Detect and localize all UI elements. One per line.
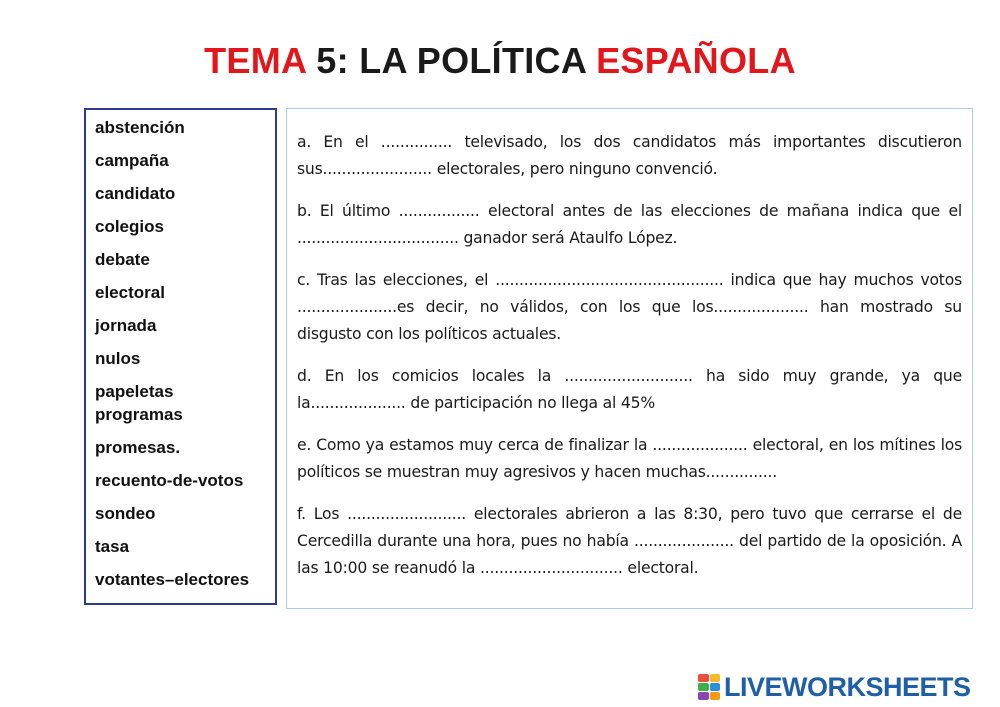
word-bank-item: recuento-de-votos	[95, 471, 244, 490]
sentence-f: f. Los ......................... electorales abrieron a las 8:30, pero tuvo que cerrarse el de Cercedilla durante una hora, pues no había ..................... del partido de la oposición. A las 10:00 se reanudó la .............................. electoral.	[297, 505, 962, 577]
word-bank-item: votantes–electores	[95, 570, 250, 589]
sentence-c: c. Tras las elecciones, el ................................................ indica que hay muchos votos .....................es decir, no válidos, con los que los.................... han mostrado su disgusto con los políticos actuales.	[297, 271, 962, 343]
liveworksheets-logo	[698, 672, 971, 702]
word-bank-item: campaña	[95, 151, 169, 170]
logo-text: LIVEWORKSHEETS	[724, 671, 971, 702]
sentence-d: d. En los comicios locales la ........................... ha sido muy grande, ya que la.................... de participación no llega al 45%	[297, 367, 962, 412]
word-bank-item: debate	[95, 250, 150, 269]
word-bank-item: sondeo	[95, 504, 156, 523]
word-bank	[84, 108, 277, 605]
word-bank-item: candidato	[95, 184, 176, 203]
word-bank-item: jornada	[95, 316, 157, 335]
sentence-e: e. Como ya estamos muy cerca de finalizar la .................... electoral, en los mítines los políticos se muestran muy agresivos y hacen muchas...............	[297, 436, 962, 481]
liveworksheets-logo-icon	[698, 674, 720, 700]
sentence-a: a. En el ............... televisado, los dos candidatos más importantes discutieron sus....................... electorales, pero ninguno convenció.	[297, 133, 962, 178]
title-middle: 5: LA POLÍTICA	[305, 40, 597, 81]
word-bank-item: papeletas	[95, 382, 174, 401]
word-bank-item: tasa	[95, 537, 130, 556]
word-bank-item: promesas.	[95, 438, 181, 457]
page-title	[0, 40, 1000, 82]
sentence-b: b. El último ................. electoral antes de las elecciones de mañana indica que el .................................. ganador será Ataulfo López.	[297, 202, 962, 247]
word-bank-item: programas	[95, 405, 183, 424]
word-bank-item: electoral	[95, 283, 165, 302]
exercise-text-box	[286, 108, 973, 609]
title-espanola: ESPAÑOLA	[596, 40, 796, 81]
word-bank-item: colegios	[95, 217, 164, 236]
title-tema: TEMA	[204, 40, 306, 81]
word-bank-item: nulos	[95, 349, 141, 368]
word-bank-item: abstención	[95, 118, 185, 137]
